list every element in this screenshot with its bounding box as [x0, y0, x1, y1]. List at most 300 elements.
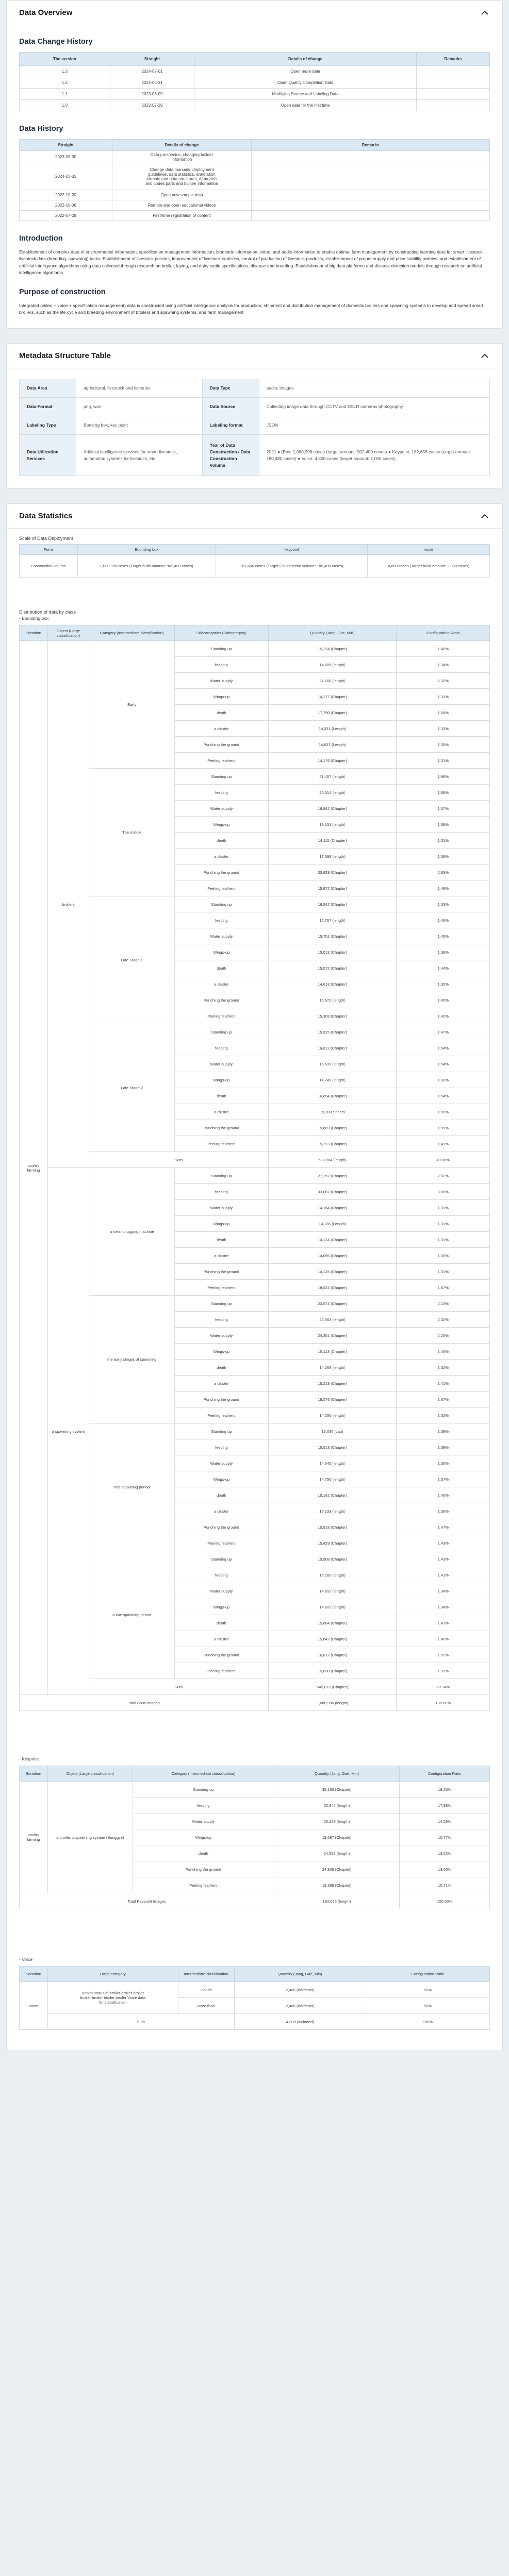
- table-cell: Punching the ground: [175, 737, 269, 753]
- table-cell: death: [175, 705, 269, 721]
- table-cell: feeding: [175, 785, 269, 801]
- table-cell: 1.47%: [397, 1519, 490, 1535]
- column-header: voice: [368, 545, 490, 555]
- table-cell: a cluster: [175, 976, 269, 992]
- table-cell: feeding: [175, 1040, 269, 1056]
- table-cell: 1.35%: [397, 737, 490, 753]
- table-cell: 182,656 cases (Target Construction volume: 180,480 cases): [216, 555, 368, 578]
- column-header: Large category: [47, 1967, 178, 1982]
- table-cell: Open more data: [194, 66, 417, 77]
- table-cell: 1.31%: [397, 833, 490, 849]
- table-cell: [252, 190, 490, 200]
- table-cell: 2.32%: [397, 1312, 490, 1328]
- total-label: Total Keypoint Images: [20, 1893, 274, 1909]
- table-cell: Water supply: [175, 801, 269, 817]
- table-cell: Modifying Source and Labeling Data: [194, 89, 417, 100]
- table-cell: feeding: [175, 1312, 269, 1328]
- table-cell: 16,639 (length): [268, 1056, 397, 1072]
- table-cell: Standing up: [175, 1551, 269, 1567]
- data-statistics-header[interactable]: [7, 504, 502, 529]
- total-quantity: 182,656 (length): [274, 1893, 399, 1909]
- table-cell: 1.54%: [397, 1056, 490, 1072]
- column-header: Details of change: [194, 53, 417, 66]
- table-cell: 2023-03-09: [110, 89, 194, 100]
- change-history-table: [19, 52, 490, 111]
- table-cell: [416, 89, 489, 100]
- table-cell: 14,637 (Length): [268, 737, 397, 753]
- object-cell: a broiler, a spawning system (Sunggye): [47, 1782, 133, 1893]
- table-cell: 24,806 (Chapter): [274, 1861, 399, 1877]
- metadata-value: png, wav: [76, 398, 203, 416]
- table-cell: 1.88%: [397, 785, 490, 801]
- table-cell: 15,124 (Chapter): [268, 641, 397, 657]
- metadata-label: Data Source: [202, 398, 259, 416]
- total-quantity: 1,080,996 (length): [268, 1695, 397, 1711]
- table-cell: 15,133 (length): [268, 1503, 397, 1519]
- table-cell: 2.83%: [397, 865, 490, 880]
- table-row: [20, 1168, 490, 1184]
- sum-ratio: 100%: [366, 2014, 489, 2030]
- table-cell: 50%: [366, 1998, 489, 2014]
- table-cell: [416, 77, 489, 89]
- table-cell: 2,400 (incidents): [234, 1998, 366, 2014]
- table-cell: 1.47%: [397, 1024, 490, 1040]
- table-cell: 15,161 (Chapter): [268, 1487, 397, 1503]
- table-cell: a cluster: [175, 721, 269, 737]
- table-cell: Standing up: [175, 769, 269, 785]
- metadata-value: JSON: [259, 416, 489, 435]
- total-ratio: 100.00%: [400, 1893, 490, 1909]
- table-cell: 14,124 (Chapter): [268, 1232, 397, 1248]
- category-cell: a meal-chugging machine: [89, 1168, 175, 1296]
- change-history-title: Data Change History: [19, 38, 93, 46]
- table-cell: 2022-10-20: [20, 190, 112, 200]
- bbox-table: [19, 625, 490, 1711]
- table-cell: 1.45%: [397, 992, 490, 1008]
- table-cell: 15,429 (Chapter): [268, 1535, 397, 1551]
- table-cell: 1.31%: [397, 689, 490, 705]
- table-cell: feeding: [175, 1184, 269, 1200]
- table-cell: 19.25%: [400, 1782, 490, 1798]
- column-header: Category (Intermediate classification): [133, 1766, 274, 1782]
- table-cell: Standing up: [133, 1782, 274, 1798]
- table-cell: Punching the ground: [175, 1647, 269, 1663]
- table-cell: 1.50%: [397, 1104, 490, 1120]
- table-cell: 15,265 (length): [268, 1567, 397, 1583]
- total-ratio: 100.00%: [397, 1695, 490, 1711]
- table-cell: 1.64%: [397, 705, 490, 721]
- table-cell: [416, 66, 489, 77]
- table-cell: Punching the ground: [175, 1120, 269, 1136]
- table-cell: [252, 151, 490, 163]
- table-cell: Punching the ground: [175, 1392, 269, 1408]
- table-cell: Standing up: [175, 641, 269, 657]
- table-cell: Wings-up: [175, 1072, 269, 1088]
- category-cell: Late Stage 2: [89, 1024, 175, 1152]
- voice-table: [19, 1966, 490, 2030]
- table-cell: Peeling feathers: [175, 1535, 269, 1551]
- table-row: [20, 1982, 490, 1998]
- sum-ratio: 49.86%: [397, 1152, 490, 1168]
- table-cell: 16,542 (Chapter): [268, 896, 397, 912]
- table-cell: 1.31%: [397, 1216, 490, 1232]
- total-label: Total Bbox Images: [20, 1695, 269, 1711]
- table-cell: First-time registration of content: [112, 211, 252, 221]
- sortation-cell: poultry farming: [20, 641, 48, 1695]
- metadata-row: [20, 416, 490, 435]
- table-cell: a cluster: [175, 1631, 269, 1647]
- table-cell: Peeling feathers: [175, 1136, 269, 1152]
- column-header: Sortation: [20, 1766, 48, 1782]
- table-cell: 14,164 (Chapter): [268, 1200, 397, 1216]
- scale-title: Scale of Data Deployment: [19, 536, 73, 541]
- table-cell: 1.41%: [397, 1615, 490, 1631]
- table-cell: Water supply: [175, 673, 269, 689]
- metadata-row: [20, 379, 490, 398]
- metadata-value: Collecting image data through CCTV and DSLR cameras photography: [259, 398, 489, 416]
- table-cell: 15,030 (cap): [268, 1423, 397, 1439]
- table-cell: 14,505 (length): [268, 657, 397, 673]
- column-header: Intermediate classification: [178, 1967, 234, 1982]
- table-cell: Wings-up: [175, 1344, 269, 1360]
- table-cell: 18,022 (Chapter): [268, 1280, 397, 1296]
- metadata-label: Data Format: [20, 398, 76, 416]
- table-cell: 14,652 (length): [268, 1583, 397, 1599]
- table-cell: 14,136 (Length): [268, 1216, 397, 1232]
- table-cell: 24,592 (length): [274, 1845, 399, 1861]
- table-cell: 1.57%: [397, 801, 490, 817]
- table-cell: 1.39%: [397, 1423, 490, 1439]
- table-cell: 19,388 (Chapter): [274, 1877, 399, 1893]
- table-cell: More than: [178, 1998, 234, 2014]
- table-cell: 1.36%: [397, 1072, 490, 1088]
- column-header: Object (Large classification): [47, 1766, 133, 1782]
- table-cell: 15,701 (Chapter): [268, 928, 397, 944]
- purpose-title: Purpose of construction: [19, 287, 106, 296]
- table-cell: 1.43%: [397, 1551, 490, 1567]
- sum-ratio: 50.14%: [397, 1679, 490, 1695]
- table-cell: feeding: [175, 657, 269, 673]
- table-cell: Wings-up: [175, 1216, 269, 1232]
- sum-label: Sum: [47, 2014, 234, 2030]
- table-cell: 18,076 (Chapter): [268, 1392, 397, 1408]
- table-row: [20, 211, 490, 221]
- table-cell: 14,125 (Chapter): [268, 1264, 397, 1280]
- table-cell: 16,654 (Chapter): [268, 1088, 397, 1104]
- table-row: [20, 769, 490, 785]
- table-cell: 1.34%: [397, 1583, 490, 1599]
- table-cell: Water supply: [175, 1328, 269, 1344]
- table-cell: 14,756 (length): [268, 1471, 397, 1487]
- table-cell: Punching the ground: [175, 1519, 269, 1535]
- chevron-up-icon[interactable]: [480, 8, 490, 18]
- data-overview-card: [6, 0, 503, 329]
- table-cell: 15,918 (Chapter): [268, 1519, 397, 1535]
- table-cell: 14,749 (length): [268, 1072, 397, 1088]
- keypoint-title: - Keypoint: [19, 1756, 39, 1762]
- sortation-cell: voice: [20, 1982, 48, 2030]
- table-cell: 30,629 (Chapter): [268, 865, 397, 880]
- metadata-card: [6, 343, 503, 489]
- metadata-title: Metadata Structure Table: [19, 351, 111, 361]
- table-cell: 26,229 (length): [274, 1814, 399, 1829]
- table-cell: 16,942 (Chapter): [268, 801, 397, 817]
- sum-quantity: 542,012 (Chapter): [268, 1679, 397, 1695]
- column-header: Details of change: [112, 140, 252, 151]
- table-cell: 1.31%: [397, 1232, 490, 1248]
- table-cell: 35,160 (Chapter): [274, 1782, 399, 1798]
- table-cell: 1.39%: [397, 1663, 490, 1679]
- sortation-cell: poultry farming: [20, 1782, 48, 1893]
- data-overview-header[interactable]: [7, 1, 502, 25]
- column-header: Straight: [110, 53, 194, 66]
- data-overview-title: Data Overview: [19, 8, 73, 17]
- table-cell: 24,608 (length): [268, 673, 397, 689]
- table-cell: 1.0: [20, 100, 110, 111]
- table-cell: 17,098 (length): [268, 849, 397, 865]
- table-cell: 14,176 (Chapter): [268, 753, 397, 769]
- table-cell: 15,869 (Chapter): [268, 1120, 397, 1136]
- table-cell: 15,113 (Chapter): [268, 1344, 397, 1360]
- table-cell: 1.67%: [397, 1392, 490, 1408]
- table-cell: 1.30%: [397, 1455, 490, 1471]
- table-cell: Wings-up: [175, 689, 269, 705]
- column-header: keypoint: [216, 545, 368, 555]
- table-cell: 2022-10-06: [20, 200, 112, 211]
- metadata-label: Year of Data Construction / Data Construction Volume: [202, 435, 259, 476]
- table-cell: Punching the ground: [175, 865, 269, 880]
- table-cell: Standing up: [175, 1296, 269, 1312]
- column-header: Configuration Ratio: [397, 625, 490, 641]
- table-cell: 1.58%: [397, 849, 490, 865]
- sum-quantity: 4,800 (included): [234, 2014, 366, 2030]
- table-cell: death: [175, 1487, 269, 1503]
- category-cell: Health status of broiler broiler broiler broiler broiler broiler broiler Voice data for classification: [47, 1982, 178, 2014]
- metadata-label: Data Type: [202, 379, 259, 398]
- table-cell: death: [175, 960, 269, 976]
- table-cell: 17.98%: [400, 1798, 490, 1814]
- column-header: Bounding box: [77, 545, 216, 555]
- table-cell: 1.67%: [397, 1280, 490, 1296]
- table-cell: 15,273 (Chapter): [268, 1136, 397, 1152]
- table-cell: Wings-up: [133, 1829, 274, 1845]
- table-cell: Data prospectus, changing builder information: [112, 151, 252, 163]
- table-cell: 1.39%: [397, 944, 490, 960]
- table-cell: 2.13%: [397, 1296, 490, 1312]
- table-cell: Water supply: [175, 1200, 269, 1216]
- table-cell: 1.37%: [397, 1471, 490, 1487]
- table-cell: Wings-up: [175, 1599, 269, 1615]
- table-cell: death: [175, 1088, 269, 1104]
- total-row: [20, 1893, 490, 1909]
- table-row: [20, 77, 490, 89]
- introduction-title: Introduction: [19, 234, 63, 243]
- table-cell: 27,152 (Chapter): [268, 1168, 397, 1184]
- table-cell: feeding: [175, 1567, 269, 1583]
- table-cell: 15,508 (Chapter): [268, 1551, 397, 1567]
- column-header: Remarks: [252, 140, 490, 151]
- distribution-title: Distribution of data by class: [19, 609, 76, 615]
- table-cell: 15,308 (Chapter): [268, 1008, 397, 1024]
- table-cell: feeding: [175, 912, 269, 928]
- table-cell: Construction volume: [20, 555, 78, 578]
- table-cell: 1.54%: [397, 1088, 490, 1104]
- table-cell: 1.46%: [397, 912, 490, 928]
- metadata-label: Labeling Type: [20, 416, 76, 435]
- table-cell: 1.30%: [397, 1248, 490, 1264]
- table-row: [20, 163, 490, 190]
- column-header: Sortation: [20, 625, 48, 641]
- table-cell: 13.52%: [400, 1845, 490, 1861]
- category-cell: Late Stage 1: [89, 896, 175, 1024]
- chevron-up-icon[interactable]: [480, 351, 490, 361]
- bbox-title: - Bounding box: [19, 616, 49, 621]
- column-header: Quantity (Jang, Gae, Min): [234, 1967, 366, 1982]
- table-cell: Health: [178, 1982, 234, 1998]
- table-cell: 16,612 (Chapter): [268, 1647, 397, 1663]
- table-cell: [252, 211, 490, 221]
- table-cell: 1.54%: [397, 1040, 490, 1056]
- data-statistics-card: [6, 503, 503, 2051]
- metadata-value: 2021 ● (Box: 1,080,996 cases (target amount: 902,400 cases) ● Keypoint: 182,656 cases (target amount: 180,480 cases) ● Voice: 4,800 cases (target amount: 2,000 cases): [259, 435, 489, 476]
- table-cell: 1.52%: [397, 1647, 490, 1663]
- table-cell: Punching the ground: [175, 1264, 269, 1280]
- chevron-up-icon[interactable]: [480, 511, 490, 521]
- table-cell: 14,115 (Chapter): [268, 833, 397, 849]
- table-cell: 1.1: [20, 89, 110, 100]
- table-cell: 1.3: [20, 66, 110, 77]
- table-cell: a cluster: [175, 1503, 269, 1519]
- table-row: [20, 1024, 490, 1040]
- table-cell: death: [175, 1232, 269, 1248]
- table-cell: Water supply: [175, 1455, 269, 1471]
- table-cell: 1.2: [20, 77, 110, 89]
- table-cell: Peeling feathers: [133, 1877, 274, 1893]
- table-cell: 15,804 (Chapter): [268, 1615, 397, 1631]
- data-history-table: [19, 139, 490, 221]
- table-cell: 50%: [366, 1982, 489, 1998]
- column-header: Object (Large classification): [47, 625, 89, 641]
- table-cell: 1.40%: [397, 1487, 490, 1503]
- table-row: [20, 100, 490, 111]
- table-cell: 14,256 (length): [268, 1408, 397, 1423]
- table-cell: 15,030 (Chapter): [268, 1663, 397, 1679]
- total-row: [20, 1695, 490, 1711]
- table-cell: Peeling feathers: [175, 880, 269, 896]
- table-cell: 2022-07-29: [20, 211, 112, 221]
- table-cell: 2.32%: [397, 673, 490, 689]
- table-cell: 1.32%: [397, 1408, 490, 1423]
- table-cell: 14,268 (length): [268, 1360, 397, 1376]
- category-cell: The middle: [89, 769, 175, 896]
- table-row: [20, 896, 490, 912]
- table-cell: 14,096 (Chapter): [268, 1248, 397, 1264]
- table-cell: death: [175, 833, 269, 849]
- category-cell: a late spawning period: [89, 1551, 175, 1679]
- table-cell: 1.42%: [397, 1008, 490, 1024]
- table-cell: 14,177 (Chapter): [268, 689, 397, 705]
- metadata-value: Artificial intelligence services for smart livestock, automation systems for livestock, etc: [76, 435, 203, 476]
- column-header: Remarks: [416, 53, 489, 66]
- table-cell: 15,013 (Chapter): [268, 1439, 397, 1455]
- table-cell: 19,687 (Chapter): [274, 1829, 399, 1845]
- table-row: [20, 1423, 490, 1439]
- table-cell: Standing up: [175, 1423, 269, 1439]
- table-cell: 1,080,996 cases (Target build amount: 902,400 cases): [77, 555, 216, 578]
- table-cell: 15,219 (Chapter): [268, 1376, 397, 1392]
- keypoint-table: [19, 1766, 490, 1909]
- table-cell: 10.77%: [400, 1829, 490, 1845]
- table-cell: 2024-03-31: [20, 163, 112, 190]
- table-cell: 3.06%: [397, 1184, 490, 1200]
- table-cell: 10.71%: [400, 1877, 490, 1893]
- table-cell: 23,074 (Chapter): [268, 1296, 397, 1312]
- column-header: Configuration Ratio: [366, 1967, 489, 1982]
- table-cell: 1.40%: [397, 1344, 490, 1360]
- table-cell: 1.31%: [397, 753, 490, 769]
- table-cell: 14.55%: [400, 1814, 490, 1829]
- table-row: [20, 1782, 490, 1798]
- table-cell: 1.44%: [397, 960, 490, 976]
- column-header: The version: [20, 53, 110, 66]
- table-row: [20, 1296, 490, 1312]
- table-cell: 15,200 Sheets: [268, 1104, 397, 1120]
- table-cell: 33,062 (Chapter): [268, 1184, 397, 1200]
- table-cell: 14,618 (Chapter): [268, 976, 397, 992]
- table-cell: Peeling feathers: [175, 1280, 269, 1296]
- table-cell: death: [175, 1615, 269, 1631]
- table-cell: 1.36%: [397, 1503, 490, 1519]
- object-cell: a spawning system: [47, 1168, 89, 1695]
- table-cell: 2023-05-30: [20, 151, 112, 163]
- column-header: Form: [20, 545, 78, 555]
- table-cell: 1.33%: [397, 721, 490, 737]
- table-cell: 15,642 (Chapter): [268, 1631, 397, 1647]
- table-cell: 15,013 (Chapter): [268, 944, 397, 960]
- column-header: Quantity (Jang, Gae, Min): [268, 625, 397, 641]
- table-cell: Wings-up: [175, 817, 269, 833]
- table-cell: 2024-07-01: [110, 66, 194, 77]
- metadata-row: [20, 398, 490, 416]
- sum-quantity: 538,984 (length): [268, 1152, 397, 1168]
- table-cell: 1.45%: [397, 1631, 490, 1647]
- table-cell: Peeling feathers: [175, 753, 269, 769]
- table-cell: 1.41%: [397, 1376, 490, 1392]
- category-cell: mid-spawning period: [89, 1423, 175, 1551]
- table-cell: Wings-up: [175, 944, 269, 960]
- table-cell: 32,846 (length): [274, 1798, 399, 1814]
- metadata-header[interactable]: [7, 344, 502, 368]
- sum-row: [20, 2014, 490, 2030]
- table-cell: Open new sample data: [112, 190, 252, 200]
- table-cell: 1.39%: [397, 1439, 490, 1455]
- table-cell: [416, 100, 489, 111]
- table-cell: [252, 200, 490, 211]
- table-cell: Open Quality Completion Data: [194, 77, 417, 89]
- voice-title: - Voice: [19, 1957, 32, 1962]
- table-cell: 14,331 (Length): [268, 721, 397, 737]
- table-cell: [252, 163, 490, 190]
- column-header: Sortation: [20, 1967, 48, 1982]
- table-cell: Punching the ground: [175, 992, 269, 1008]
- table-cell: 24,301 (Chapter): [268, 1328, 397, 1344]
- table-cell: 1.68%: [397, 817, 490, 833]
- table-cell: 2.25%: [397, 1328, 490, 1344]
- metadata-label: Data Utilization Services: [20, 435, 76, 476]
- metadata-table: [19, 379, 490, 476]
- sum-label: Sum: [89, 1679, 268, 1695]
- table-cell: Wings-up: [175, 1471, 269, 1487]
